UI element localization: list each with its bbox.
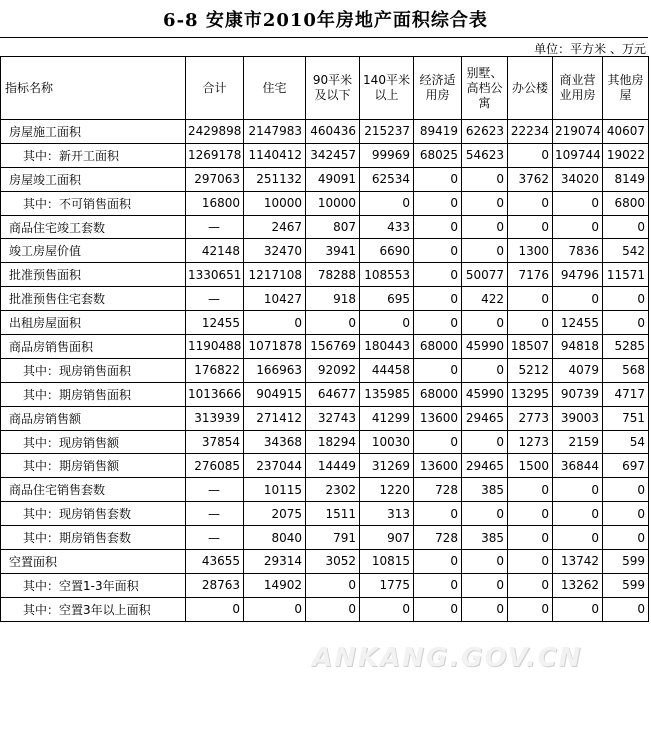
table-cell: 0	[244, 311, 306, 335]
table-cell: 1071878	[244, 335, 306, 359]
row-label: 空置面积	[1, 550, 186, 574]
table-cell: 0	[508, 597, 553, 621]
table-cell: 0	[553, 478, 603, 502]
site-watermark: ANKANG.GOV.CN	[312, 643, 583, 673]
column-header: 商业营业用房	[553, 57, 603, 120]
table-cell: 37854	[186, 430, 244, 454]
table-cell: 0	[553, 526, 603, 550]
table-cell: 0	[508, 573, 553, 597]
table-cell: 28763	[186, 573, 244, 597]
row-label: 其中：现房销售面积	[1, 358, 186, 382]
table-row	[1, 167, 649, 191]
table-cell: 0	[414, 191, 462, 215]
table-cell: 94796	[553, 263, 603, 287]
table-cell: 0	[462, 573, 508, 597]
table-cell: 1273	[508, 430, 553, 454]
table-row	[1, 502, 649, 526]
table-cell: 6690	[360, 239, 414, 263]
table-cell: 0	[508, 191, 553, 215]
table-cell: 1330651	[186, 263, 244, 287]
table-cell: —	[186, 478, 244, 502]
table-cell: 18294	[306, 430, 360, 454]
table-cell: 135985	[360, 382, 414, 406]
table-cell: 1140412	[244, 143, 306, 167]
table-cell: 0	[462, 167, 508, 191]
table-cell: 904915	[244, 382, 306, 406]
table-cell: 0	[360, 597, 414, 621]
table-cell: 64677	[306, 382, 360, 406]
table-cell: 10030	[360, 430, 414, 454]
table-row	[1, 597, 649, 621]
table-cell: 39003	[553, 406, 603, 430]
row-label: 房屋施工面积	[1, 120, 186, 144]
column-header: 90平米及以下	[306, 57, 360, 120]
table-cell: 0	[508, 502, 553, 526]
table-cell: 34368	[244, 430, 306, 454]
column-header: 指标名称	[1, 57, 186, 120]
table-cell: 99969	[360, 143, 414, 167]
table-cell: 728	[414, 526, 462, 550]
table-cell: 68000	[414, 335, 462, 359]
table-cell: 0	[553, 502, 603, 526]
table-cell: 297063	[186, 167, 244, 191]
table-cell: 0	[603, 502, 649, 526]
table-cell: 460436	[306, 120, 360, 144]
table-cell: —	[186, 287, 244, 311]
table-row	[1, 454, 649, 478]
table-cell: 271412	[244, 406, 306, 430]
table-cell: 0	[306, 597, 360, 621]
table-cell: —	[186, 526, 244, 550]
table-cell: 11571	[603, 263, 649, 287]
table-row	[1, 406, 649, 430]
table-cell: 0	[462, 597, 508, 621]
table-cell: 0	[508, 143, 553, 167]
table-cell: 2467	[244, 215, 306, 239]
table-cell: 36844	[553, 454, 603, 478]
table-row	[1, 550, 649, 574]
table-cell: 13600	[414, 454, 462, 478]
column-header: 别墅、高档公寓	[462, 57, 508, 120]
table-cell: 0	[508, 311, 553, 335]
table-cell: 0	[414, 239, 462, 263]
title-divider	[0, 37, 648, 38]
table-cell: 0	[462, 191, 508, 215]
table-cell: 31269	[360, 454, 414, 478]
row-label: 其中：不可销售面积	[1, 191, 186, 215]
table-cell: 68000	[414, 382, 462, 406]
table-cell: 13262	[553, 573, 603, 597]
table-cell: 0	[462, 239, 508, 263]
table-header-row	[1, 57, 649, 120]
row-label: 房屋竣工面积	[1, 167, 186, 191]
table-row	[1, 215, 649, 239]
table-cell: 68025	[414, 143, 462, 167]
table-cell: 29314	[244, 550, 306, 574]
table-row	[1, 311, 649, 335]
table-cell: 14449	[306, 454, 360, 478]
table-cell: 10815	[360, 550, 414, 574]
table-cell: 166963	[244, 358, 306, 382]
table-cell: 0	[186, 597, 244, 621]
table-cell: 19022	[603, 143, 649, 167]
table-cell: 92092	[306, 358, 360, 382]
table-cell: 22234	[508, 120, 553, 144]
table-cell: 0	[603, 215, 649, 239]
table-cell: 109744	[553, 143, 603, 167]
row-label: 其中：期房销售额	[1, 454, 186, 478]
table-cell: 1190488	[186, 335, 244, 359]
table-cell: 45990	[462, 382, 508, 406]
table-cell: 0	[244, 597, 306, 621]
table-cell: 4717	[603, 382, 649, 406]
table-cell: 5285	[603, 335, 649, 359]
table-cell: 791	[306, 526, 360, 550]
table-cell: 45990	[462, 335, 508, 359]
table-cell: 29465	[462, 454, 508, 478]
table-cell: 0	[414, 597, 462, 621]
table-row	[1, 191, 649, 215]
table-cell: 10000	[244, 191, 306, 215]
table-cell: 0	[553, 215, 603, 239]
table-cell: 313	[360, 502, 414, 526]
table-cell: 0	[462, 430, 508, 454]
table-cell: 42148	[186, 239, 244, 263]
table-cell: 0	[603, 597, 649, 621]
row-label: 出租房屋面积	[1, 311, 186, 335]
table-row	[1, 335, 649, 359]
table-row	[1, 287, 649, 311]
table-cell: 542	[603, 239, 649, 263]
table-cell: 751	[603, 406, 649, 430]
table-cell: 1217108	[244, 263, 306, 287]
table-cell: —	[186, 215, 244, 239]
table-cell: 0	[508, 550, 553, 574]
table-cell: 16800	[186, 191, 244, 215]
column-header: 经济适用房	[414, 57, 462, 120]
table-cell: 8149	[603, 167, 649, 191]
table-cell: 599	[603, 573, 649, 597]
table-cell: 6800	[603, 191, 649, 215]
table-cell: 599	[603, 550, 649, 574]
row-label: 其中：新开工面积	[1, 143, 186, 167]
table-cell: 1269178	[186, 143, 244, 167]
table-cell: 385	[462, 478, 508, 502]
table-cell: 918	[306, 287, 360, 311]
table-cell: 0	[414, 502, 462, 526]
table-cell: 0	[508, 526, 553, 550]
page-title: 6-8 安康市2010年房地产面积综合表	[163, 10, 488, 31]
table-cell: 156769	[306, 335, 360, 359]
row-label: 其中：空置3年以上面积	[1, 597, 186, 621]
table-row	[1, 573, 649, 597]
column-header: 住宅	[244, 57, 306, 120]
row-label: 商品住宅销售套数	[1, 478, 186, 502]
table-cell: 3052	[306, 550, 360, 574]
table-cell: 0	[603, 526, 649, 550]
table-cell: 215237	[360, 120, 414, 144]
unit-label: 单位：平方米 、万元	[534, 42, 646, 56]
table-cell: 3941	[306, 239, 360, 263]
table-cell: 0	[414, 358, 462, 382]
table-cell: 422	[462, 287, 508, 311]
table-cell: 34020	[553, 167, 603, 191]
table-cell: 29465	[462, 406, 508, 430]
table-cell: 62534	[360, 167, 414, 191]
table-cell: 4079	[553, 358, 603, 382]
table-cell: 108553	[360, 263, 414, 287]
table-cell: 697	[603, 454, 649, 478]
row-label: 其中：现房销售套数	[1, 502, 186, 526]
table-row	[1, 382, 649, 406]
table-cell: 1220	[360, 478, 414, 502]
table-cell: 1013666	[186, 382, 244, 406]
table-cell: 0	[414, 167, 462, 191]
table-cell: 18507	[508, 335, 553, 359]
row-label: 批准预售面积	[1, 263, 186, 287]
table-cell: 10115	[244, 478, 306, 502]
table-cell: 89419	[414, 120, 462, 144]
table-row	[1, 120, 649, 144]
table-cell: 251132	[244, 167, 306, 191]
table-cell: —	[186, 502, 244, 526]
table-cell: 49091	[306, 167, 360, 191]
row-label: 其中：现房销售额	[1, 430, 186, 454]
table-cell: 313939	[186, 406, 244, 430]
table-cell: 2159	[553, 430, 603, 454]
table-cell: 10000	[306, 191, 360, 215]
table-row	[1, 526, 649, 550]
row-label: 其中：期房销售套数	[1, 526, 186, 550]
table-cell: 237044	[244, 454, 306, 478]
table-cell: 180443	[360, 335, 414, 359]
table-cell: 43655	[186, 550, 244, 574]
table-cell: 219074	[553, 120, 603, 144]
table-cell: 13600	[414, 406, 462, 430]
table-cell: 12455	[186, 311, 244, 335]
table-cell: 0	[414, 311, 462, 335]
table-cell: 807	[306, 215, 360, 239]
table-cell: 54623	[462, 143, 508, 167]
table-cell: 13742	[553, 550, 603, 574]
table-cell: 0	[414, 263, 462, 287]
table-cell: 0	[553, 191, 603, 215]
table-row	[1, 358, 649, 382]
table-cell: 32470	[244, 239, 306, 263]
table-cell: 728	[414, 478, 462, 502]
table-cell: 695	[360, 287, 414, 311]
table-cell: 94818	[553, 335, 603, 359]
table-cell: 14902	[244, 573, 306, 597]
table-cell: 7836	[553, 239, 603, 263]
table-cell: 0	[553, 597, 603, 621]
table-cell: 3762	[508, 167, 553, 191]
column-header: 合计	[186, 57, 244, 120]
table-cell: 78288	[306, 263, 360, 287]
table-cell: 2773	[508, 406, 553, 430]
table-cell: 0	[462, 358, 508, 382]
area-summary-table	[0, 56, 649, 622]
row-label: 其中：空置1-3年面积	[1, 573, 186, 597]
table-cell: 0	[306, 573, 360, 597]
table-cell: 0	[508, 287, 553, 311]
table-cell: 1300	[508, 239, 553, 263]
table-cell: 176822	[186, 358, 244, 382]
table-cell: 12455	[553, 311, 603, 335]
table-cell: 5212	[508, 358, 553, 382]
column-header: 140平米以上	[360, 57, 414, 120]
row-label: 商品住宅竣工套数	[1, 215, 186, 239]
table-cell: 0	[508, 478, 553, 502]
table-cell: 2075	[244, 502, 306, 526]
table-cell: 90739	[553, 382, 603, 406]
table-cell: 1775	[360, 573, 414, 597]
table-cell: 8040	[244, 526, 306, 550]
table-cell: 0	[414, 215, 462, 239]
table-cell: 0	[306, 311, 360, 335]
row-label: 批准预售住宅套数	[1, 287, 186, 311]
table-cell: 41299	[360, 406, 414, 430]
table-row	[1, 263, 649, 287]
table-cell: 0	[360, 191, 414, 215]
table-cell: 2147983	[244, 120, 306, 144]
table-cell: 13295	[508, 382, 553, 406]
table-cell: 0	[414, 287, 462, 311]
table-row	[1, 430, 649, 454]
table-cell: 7176	[508, 263, 553, 287]
table-cell: 433	[360, 215, 414, 239]
table-cell: 907	[360, 526, 414, 550]
row-label: 竣工房屋价值	[1, 239, 186, 263]
table-cell: 0	[462, 502, 508, 526]
table-cell: 44458	[360, 358, 414, 382]
table-cell: 54	[603, 430, 649, 454]
table-cell: 385	[462, 526, 508, 550]
table-cell: 0	[603, 287, 649, 311]
table-row	[1, 478, 649, 502]
table-cell: 0	[603, 311, 649, 335]
table-cell: 0	[462, 311, 508, 335]
table-cell: 1500	[508, 454, 553, 478]
table-cell: 0	[462, 215, 508, 239]
table-row	[1, 143, 649, 167]
table-cell: 0	[360, 311, 414, 335]
table-cell: 10427	[244, 287, 306, 311]
row-label: 商品房销售额	[1, 406, 186, 430]
row-label: 其中：期房销售面积	[1, 382, 186, 406]
row-label: 商品房销售面积	[1, 335, 186, 359]
table-cell: 0	[553, 287, 603, 311]
table-cell: 62623	[462, 120, 508, 144]
table-cell: 1511	[306, 502, 360, 526]
table-cell: 2302	[306, 478, 360, 502]
table-cell: 50077	[462, 263, 508, 287]
column-header: 其他房屋	[603, 57, 649, 120]
table-cell: 0	[508, 215, 553, 239]
table-cell: 276085	[186, 454, 244, 478]
table-cell: 568	[603, 358, 649, 382]
column-header: 办公楼	[508, 57, 553, 120]
table-row	[1, 239, 649, 263]
table-cell: 0	[603, 478, 649, 502]
table-cell: 0	[462, 550, 508, 574]
table-cell: 32743	[306, 406, 360, 430]
table-cell: 342457	[306, 143, 360, 167]
table-cell: 0	[414, 550, 462, 574]
table-cell: 0	[414, 430, 462, 454]
table-cell: 2429898	[186, 120, 244, 144]
table-cell: 0	[414, 573, 462, 597]
table-cell: 40607	[603, 120, 649, 144]
